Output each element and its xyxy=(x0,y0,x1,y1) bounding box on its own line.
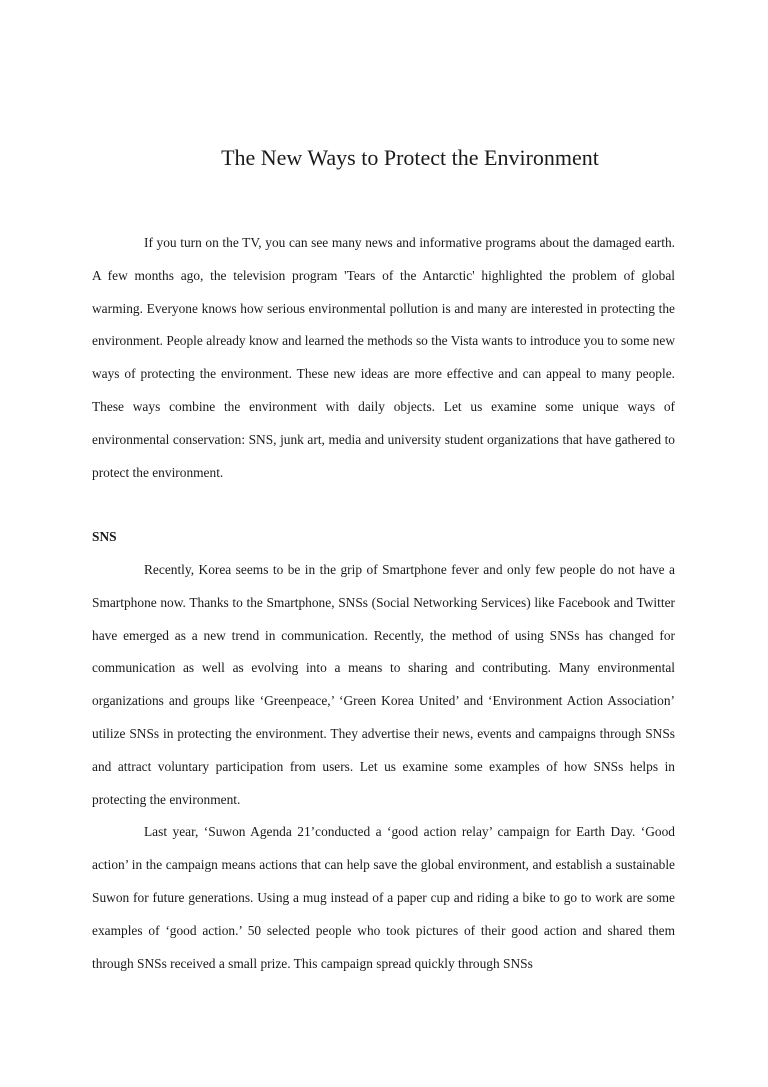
intro-paragraph: If you turn on the TV, you can see many news and informative programs about the damaged earth. A few months ago, the television program 'Tears of the Antarctic' highlighted the problem of global warming. Everyone knows how serious environmental pollution is and many are interested in protecting the environment. People already know and learned the methods so the Vista wants to introduce you to some new ways of protecting the environment. These new ideas are more effective and can appeal to many people. These ways combine the environment with daily objects. Let us examine some unique ways of environmental conservation: SNS, junk art, media and university student organizations that have gathered to protect the environment. xyxy=(92,235,675,480)
section-heading-sns: SNS xyxy=(92,529,117,544)
document-title: The New Ways to Protect the Environment xyxy=(221,145,599,170)
intro-section xyxy=(92,227,675,489)
sns-paragraph-1: Recently, Korea seems to be in the grip of Smartphone fever and only few people do not have a Smartphone now. Thanks to the Smartphone, SNSs (Social Networking Services) like Facebook and Twitter have emerged as a new trend in communication. Recently, the method of using SNSs has changed for communication as well as evolving into a means to sharing and contributing. Many environmental organizations and groups like ‘Greenpeace,’ ‘Green Korea United’ and ‘Environment Action Association’ utilize SNSs in protecting the environment. They advertise their news, events and campaigns through SNSs and attract voluntary participation from users. Let us examine some examples of how SNSs helps in protecting the environment. xyxy=(92,562,675,807)
sns-section xyxy=(92,554,675,980)
sns-paragraph-2: Last year, ‘Suwon Agenda 21’conducted a ‘good action relay’ campaign for Earth Day. ‘Good action’ in the campaign means actions that can help save the global environment, and establish a sustainable Suwon for future generations. Using a mug instead of a paper cup and riding a bike to go to work are some examples of ‘good action.’ 50 selected people who took pictures of their good action and shared them through SNSs received a small prize. This campaign spread quickly through SNSs xyxy=(92,824,675,971)
